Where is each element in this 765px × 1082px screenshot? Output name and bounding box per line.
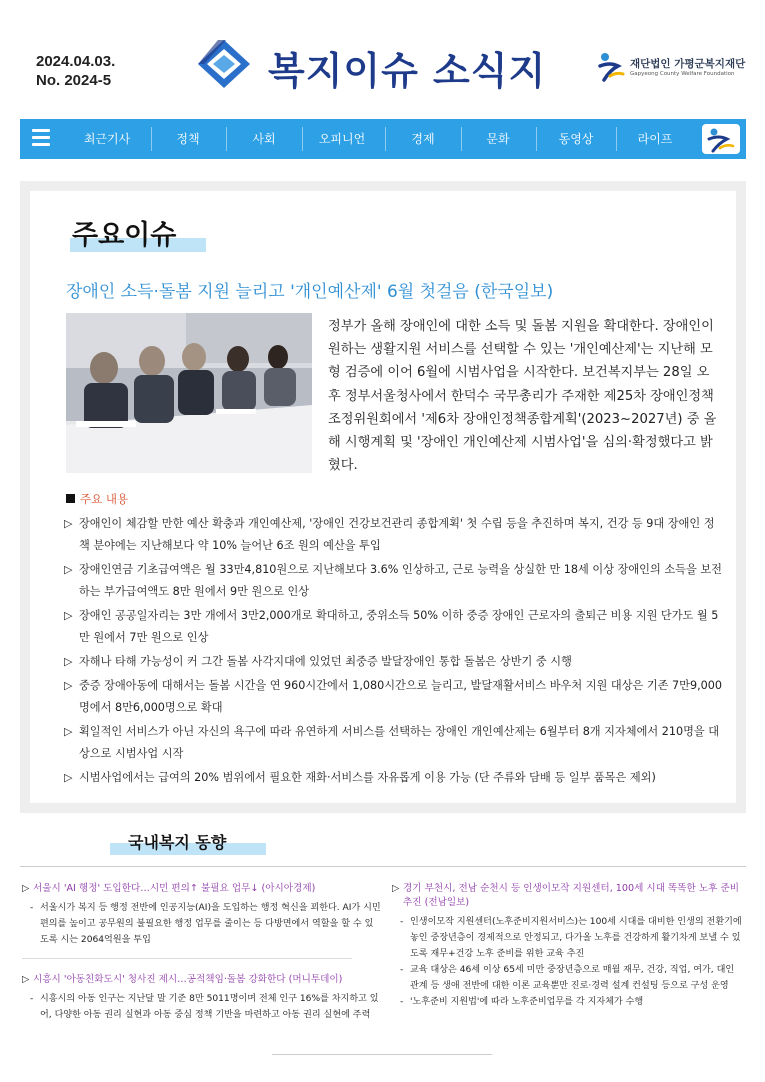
key-points-label: 주요 내용	[80, 492, 129, 506]
key-point: ▷ 장애인연금 기초급여액은 월 33만4,810원으로 지난해보다 3.6% 인상하고, 근로 능력을 상실한 만 18세 이상 장애인의 소득을 보전하는 부가급여액도 8만 원에서 9만 원으로 인상	[64, 559, 724, 603]
news-bullets	[392, 914, 742, 1010]
news-divider	[22, 958, 352, 959]
key-points-list	[64, 513, 724, 791]
nav-item-society[interactable]: 사회	[252, 132, 276, 146]
key-point: ▷ 장애인 공공일자리는 3만 개에서 3만2,000개로 확대하고, 중위소득 50% 이하 중증 장애인 근로자의 출퇴근 비용 지원 단가도 월 5만 원에서 7만 원으로 인상	[64, 605, 724, 649]
newsletter-title: 복지이슈 소식지	[268, 49, 547, 93]
news-bullets	[22, 991, 382, 1023]
diamond-logo-icon	[196, 38, 252, 90]
news-headline[interactable]: ▷ 시흥시 '아동친화도시' 청사진 제시…공적책임·돌봄 강화한다 (머니투데이)	[22, 973, 382, 987]
key-points-heading	[66, 491, 128, 507]
nav-item-policy[interactable]: 정책	[176, 132, 200, 146]
news-bullet: - '노후준비 지원법'에 따라 노후준비업무를 각 지자체가 수행	[400, 994, 742, 1010]
news-bullet: - 서울시가 복지 등 행정 전반에 인공지능(AI)을 도입하는 행정 혁신을 꾀한다. AI가 시민 편의를 높이고 공무원의 불필요한 행정 업무를 줄이는 등 다방면에서 역할을 할 수 있도록 시는 2064억원을 투입	[30, 900, 382, 948]
key-point: ▷ 시범사업에서는 급여의 20% 범위에서 필요한 재화·서비스를 자유롭게 이용 가능 (단 주류와 담배 등 일부 품목은 제외)	[64, 767, 724, 789]
news-bullet: - 시흥시의 아동 인구는 지난달 말 기준 8만 5011명이며 전체 인구 16%를 차지하고 있어, 다양한 아동 권리 실현과 아동 중심 정책 기반을 마련하고 아동 권리 실현에 주력	[30, 991, 382, 1023]
issue-date: 2024.04.03.	[36, 53, 116, 70]
news-bullets	[22, 900, 382, 948]
section-title: 주요이슈	[72, 220, 177, 251]
org-logo-icon	[596, 50, 626, 84]
issue-number: No. 2024-5	[36, 72, 112, 89]
nav-org-badge[interactable]	[702, 124, 740, 154]
domestic-left-column	[22, 882, 382, 1033]
nav-item-life[interactable]: 라이프	[637, 132, 673, 146]
nav-item-culture[interactable]: 문화	[486, 132, 510, 146]
key-point: ▷ 획일적인 서비스가 아닌 자신의 욕구에 따라 유연하게 서비스를 선택하는 장애인 개인예산제는 6월부터 8개 지자체에서 210명을 대상으로 시범사업 시작	[64, 721, 724, 765]
domestic-right-column	[392, 882, 742, 1020]
key-point: ▷ 중증 장애아동에 대해서는 돌봄 시간을 연 960시간에서 1,080시간으로 늘리고, 발달재활서비스 바우처 지원 대상은 기존 7만9,000명에서 8만6,000명으로 확대	[64, 675, 724, 719]
nav-item-economy[interactable]: 경제	[411, 132, 435, 146]
key-point: ▷ 자해나 타해 가능성이 커 그간 돌봄 사각지대에 있었던 최중증 발달장애인 통합 돌봄은 상반기 중 시행	[64, 651, 724, 673]
main-nav	[20, 119, 746, 159]
news-item	[22, 973, 382, 1023]
issue-info	[36, 52, 115, 90]
org-brand[interactable]	[596, 50, 746, 90]
org-logo-icon	[702, 124, 740, 154]
article-lead: 정부가 올해 장애인에 대한 소득 및 돌봄 지원을 확대한다. 장애인이 원하는 생활지원 서비스를 선택할 수 있는 '개인예산제'는 지난해 모형 검증에 이어 6월에 시범사업을 시작한다. 보건복지부는 28일 오후 정부서울청사에서 한덕수 국무총리가 주재한 제25차 장애인정책조정위원회에서 '제6차 장애인정책종합계획'(2023~2027년) 중 올해 시행계획 및 '장애인 개인예산제 시범사업'을 심의·확정했다고 밝혔다.	[328, 319, 717, 474]
domestic-section-title: 국내복지 동향	[128, 833, 227, 852]
key-point: ▷ 장애인이 체감할 만한 예산 확충과 개인예산제, '장애인 건강보건관리 종합계획' 첫 수립 등을 추진하며 복지, 건강 등 9대 장애인 정책 분야에는 지난해보다 약 10% 늘어난 6조 원의 예산을 투입	[64, 513, 724, 557]
section-divider	[20, 866, 746, 867]
org-name: 재단법인 가평군복지재단	[630, 58, 746, 70]
masthead	[0, 0, 765, 118]
square-bullet-icon	[66, 494, 75, 503]
news-bullet: - 인생이모작 지원센터(노후준비지원서비스)는 100세 시대를 대비한 인생의 전환기에 놓인 중장년층이 경제적으로 안정되고, 다가올 노후를 건강하게 활기차게 보낼 수 있도록 재무+건강 노후 준비를 위한 교육 추진	[400, 914, 742, 962]
hamburger-menu-icon[interactable]	[32, 129, 52, 149]
news-bullet: - 교육 대상은 46세 이상 65세 미만 중장년층으로 매월 재무, 건강, 직업, 여가, 대인관계 등 생애 전반에 대한 이론 교육뿐만 진로·경력 설계 컨설팅 등으로 구성 운영	[400, 962, 742, 994]
org-english-name: Gapyeong County Welfare Foundation	[630, 71, 735, 77]
news-headline[interactable]: ▷ 경기 부천시, 전남 순천시 등 인생이모작 지원센터, 100세 시대 똑똑한 노후 준비 추진 (전남일보)	[392, 882, 742, 910]
footer-divider	[272, 1054, 492, 1055]
news-headline[interactable]: ▷ 서울시 'AI 행정' 도입한다…시민 편의↑ 불필요 업무↓ (아시아경제)	[22, 882, 382, 896]
news-item	[22, 882, 382, 948]
nav-item-opinion[interactable]: 오피니언	[318, 132, 366, 146]
news-item	[392, 882, 742, 1010]
main-issue-panel	[20, 181, 746, 813]
nav-item-video[interactable]: 동영상	[558, 132, 594, 146]
article-photo	[66, 313, 312, 473]
nav-item-recent[interactable]: 최근기사	[83, 132, 131, 146]
main-issue-card	[30, 191, 736, 803]
article-headline[interactable]: 장애인 소득·돌봄 지원 늘리고 '개인예산제' 6월 첫걸음 (한국일보)	[66, 282, 554, 302]
